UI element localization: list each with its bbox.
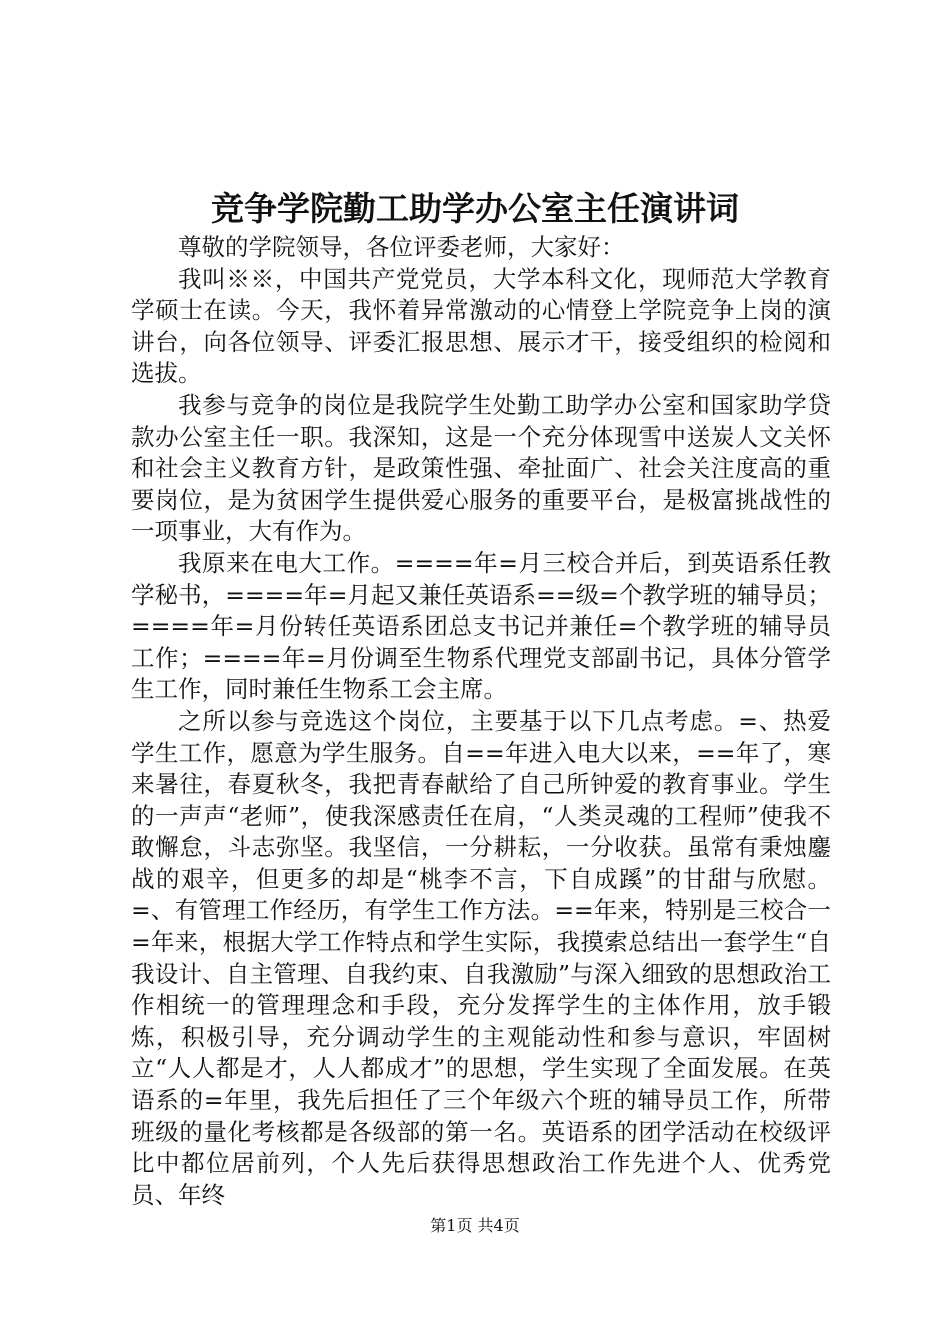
page-footer: 第1页 共4页 bbox=[430, 1216, 520, 1235]
document-title: 竞争学院勤工助学办公室主任演讲词 bbox=[211, 189, 739, 228]
experience-paragraph: 我原来在电大工作。====年=月三校合并后，到英语系任教学秘书，====年=月起又兼任英语系==级=个教学班的辅导员；====年=月份转任英语系团总支书记并兼任=个教学班的辅导员工作；====年=月份调至生物系代理党支部副书记，具体分管学生工作，同时兼任生物系工会主席。 bbox=[131, 548, 831, 704]
document-body bbox=[131, 232, 831, 1211]
reasons-paragraph: 之所以参与竞选这个岗位，主要基于以下几点考虑。=、热爱学生工作，愿意为学生服务。自==年进入电大以来，==年了，寒来暑往，春夏秋冬，我把青春献给了自己所钟爱的教育事业。学生的一声声“老师”，使我深感责任在肩，“人类灵魂的工程师”使我不敢懈怠，斗志弥坚。我坚信，一分耕耘，一分收获。虽常有秉烛鏖战的艰辛，但更多的却是“桃李不言，下自成蹊”的甘甜与欣慰。=、有管理工作经历，有学生工作方法。==年来，特别是三校合一=年来，根据大学工作特点和学生实际，我摸索总结出一套学生“自我设计、自主管理、自我约束、自我激励”与深入细致的思想政治工作相统一的管理理念和手段，充分发挥学生的主体作用，放手锻炼，积极引导，充分调动学生的主观能动性和参与意识，牢固树立“人人都是才，人人都成才”的思想，学生实现了全面发展。在英语系的=年里，我先后担任了三个年级六个班的辅导员工作，所带班级的量化考核都是各级部的第一名。英语系的团学活动在校级评比中都位居前列，个人先后获得思想政治工作先进个人、优秀党员、年终 bbox=[131, 706, 831, 1209]
greeting-paragraph: 尊敬的学院领导，各位评委老师，大家好： bbox=[178, 233, 625, 261]
position-paragraph: 我参与竞争的岗位是我院学生处勤工助学办公室和国家助学贷款办公室主任一职。我深知，这是一个充分体现雪中送炭人文关怀和社会主义教育方针，是政策性强、牵扯面广、社会关注度高的重要岗位，是为贫困学生提供爱心服务的重要平台，是极富挑战性的一项事业，大有作为。 bbox=[131, 390, 831, 546]
introduction-paragraph: 我叫※※，中国共产党党员，大学本科文化，现师范大学教育学硕士在读。今天，我怀着异常激动的心情登上学院竞争上岗的演讲台，向各位领导、评委汇报思想、展示才干，接受组织的检阅和选拔。 bbox=[131, 264, 831, 388]
